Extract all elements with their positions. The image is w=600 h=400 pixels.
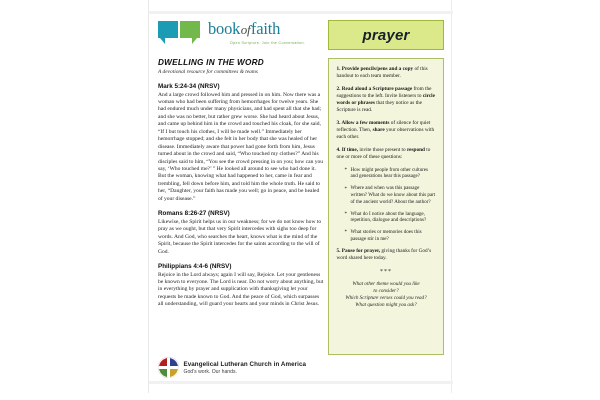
instruction-step bbox=[337, 120, 436, 141]
instruction-step bbox=[337, 66, 436, 80]
book-of-faith-masthead bbox=[158, 19, 328, 51]
brand-wordmark bbox=[208, 19, 328, 46]
page-title: DWELLING IN THE WORD bbox=[158, 58, 264, 67]
main-content-column bbox=[158, 58, 324, 316]
scripture-passage bbox=[158, 263, 324, 309]
step-rest: from the suggestions to the left. Invite listeners to bbox=[336, 86, 432, 99]
closing-prompt-line: Which Scripture verses could you read? bbox=[345, 294, 427, 301]
instruction-step bbox=[337, 147, 436, 161]
asterisk-divider: *** bbox=[380, 268, 392, 275]
prayer-topic-tab bbox=[328, 20, 444, 50]
brand-tagline: Open Scripture. Join the Conversation. bbox=[230, 40, 306, 45]
reflection-question-list bbox=[345, 167, 436, 243]
bullet-icon: * bbox=[344, 210, 348, 217]
page-bottom-rule bbox=[149, 381, 453, 384]
step-lead: Provide pencils/pens and a copy bbox=[341, 66, 414, 72]
question-text: What do I notice about the language, repetition, dialogue and descriptions? bbox=[350, 210, 427, 224]
question-text: Where and when was this passage written? What do we know about this part of the ancient world? About the author? bbox=[350, 185, 436, 205]
instruction-step bbox=[337, 86, 436, 114]
elca-text-block bbox=[184, 360, 307, 376]
passage-text: Rejoice in the Lord always; again I will say, Rejoice. Let your gentleness be known to everyone. The Lord is near. Do not worry about anything, but in everything by prayer and supplication with thanksgiving let your requests be made known to God. And the peace of God, which surpasses all understanding, will guard your hearts and your minds in Christ Jesus. bbox=[158, 271, 324, 308]
instruction-step-final bbox=[337, 248, 436, 262]
step-lead: If time, bbox=[341, 146, 359, 153]
bullet-icon: * bbox=[344, 229, 348, 236]
closing-prompt-line: to consider? bbox=[373, 287, 399, 294]
speech-bubble-teal-icon bbox=[158, 21, 178, 38]
question-text: How might people from other cultures and generations hear this passage? bbox=[350, 166, 429, 180]
step-rest: of silence for quiet reflection. Then, bbox=[336, 119, 431, 133]
elca-cross-emblem-icon bbox=[158, 357, 179, 378]
elca-footer bbox=[158, 357, 306, 378]
organization-name: Evangelical Lutheran Church in America bbox=[183, 360, 307, 368]
step-number: 2. bbox=[336, 86, 341, 92]
reflection-question bbox=[345, 167, 436, 180]
brand-word-book: book bbox=[208, 19, 241, 38]
scripture-passage bbox=[158, 210, 324, 256]
step-rest: invite those present to bbox=[358, 146, 407, 153]
instructions-sidebar bbox=[328, 58, 444, 355]
passage-reference: Mark 5:24-34 (NRSV) bbox=[158, 83, 220, 90]
step-emphasis: respond bbox=[406, 146, 425, 153]
organization-tagline: God’s work. Our hands. bbox=[183, 369, 237, 376]
brand-word-of: of bbox=[240, 22, 251, 37]
passage-reference: Philippians 4:4-6 (NRSV) bbox=[158, 263, 232, 271]
speech-bubbles-icon bbox=[158, 21, 202, 45]
speech-bubble-green-icon bbox=[180, 21, 200, 38]
step-emphasis: circle words or phrases bbox=[336, 92, 435, 106]
step-lead: Allow a few moments bbox=[341, 119, 390, 126]
step-rest: giving thanks for God’s word shared here today. bbox=[336, 247, 432, 261]
document-page bbox=[148, 0, 452, 393]
scripture-passage bbox=[158, 83, 324, 203]
step-number: 3. bbox=[336, 119, 341, 126]
brand-word-faith: faith bbox=[250, 19, 281, 38]
step-number: 4. bbox=[336, 146, 341, 153]
passage-text: Likewise, the Spirit helps us in our weakness; for we do not know how to pray as we ought, but that very Spirit intercedes with sighs too deep for words. And God, who searches the heart, knows what is the mind of the Spirit, because the Spirit intercedes for the saints according to the will of God. bbox=[158, 218, 322, 255]
prayer-tab-label: prayer bbox=[362, 26, 410, 44]
reflection-question bbox=[345, 185, 436, 205]
reflection-question bbox=[345, 211, 436, 224]
step-emphasis: share bbox=[372, 126, 385, 133]
closing-prompt-line: What question might you ask? bbox=[355, 301, 417, 308]
closing-prompts bbox=[337, 281, 436, 309]
question-text: What stories or memories does this passage stir in me? bbox=[350, 229, 422, 242]
step-lead: Read aloud a Scripture passage bbox=[341, 86, 413, 92]
step-tail: your observations with each other. bbox=[336, 126, 435, 140]
step-tail: that they notice as the Scripture is read. bbox=[336, 99, 422, 113]
page-subtitle: A devotional resource for committees & teams bbox=[158, 69, 258, 75]
closing-prompt-line: What other theme would you like bbox=[352, 280, 420, 287]
passage-text: And a large crowd followed him and pressed in on him. Now there was a woman who had been suffering from hemorrhages for twelve years. She had endured much under many physicians, and had spent all that she had; and she was no better, but rather grew worse. She had heard about Jesus, and came up behind him in the crowd and touched his cloak, for she said, “If I but touch his clothes, I will be made well.” Immediately her hemorrhage stopped; and she felt in her body that she was healed of her disease. Immediately aware that power had gone forth from him, Jesus turned about in the crowd and said, “Who touched my clothes?” And his disciples said to him, “You see the crowd pressing in on you; how can you say, ‘Who touched me?’ ” He looked all around to see who had done it. But the woman, knowing what had happened to her, came in fear and trembling, fell down before him, and told him the whole truth. He said to her, “Daughter, your faith has made you well; go in peace, and be healed of your disease.” bbox=[158, 91, 324, 202]
step-tail: to one or more of these questions: bbox=[336, 146, 431, 160]
step-lead: Pause for prayer, bbox=[341, 247, 381, 254]
page-top-rule bbox=[149, 11, 453, 14]
bullet-icon: * bbox=[344, 166, 348, 173]
step-number: 5. bbox=[336, 247, 341, 254]
step-number: 1. bbox=[336, 66, 341, 72]
passage-reference: Romans 8:26-27 (NRSV) bbox=[158, 210, 230, 218]
bullet-icon: * bbox=[344, 185, 348, 192]
reflection-question bbox=[345, 229, 436, 242]
step-rest: of this handout to each team member. bbox=[336, 66, 428, 79]
